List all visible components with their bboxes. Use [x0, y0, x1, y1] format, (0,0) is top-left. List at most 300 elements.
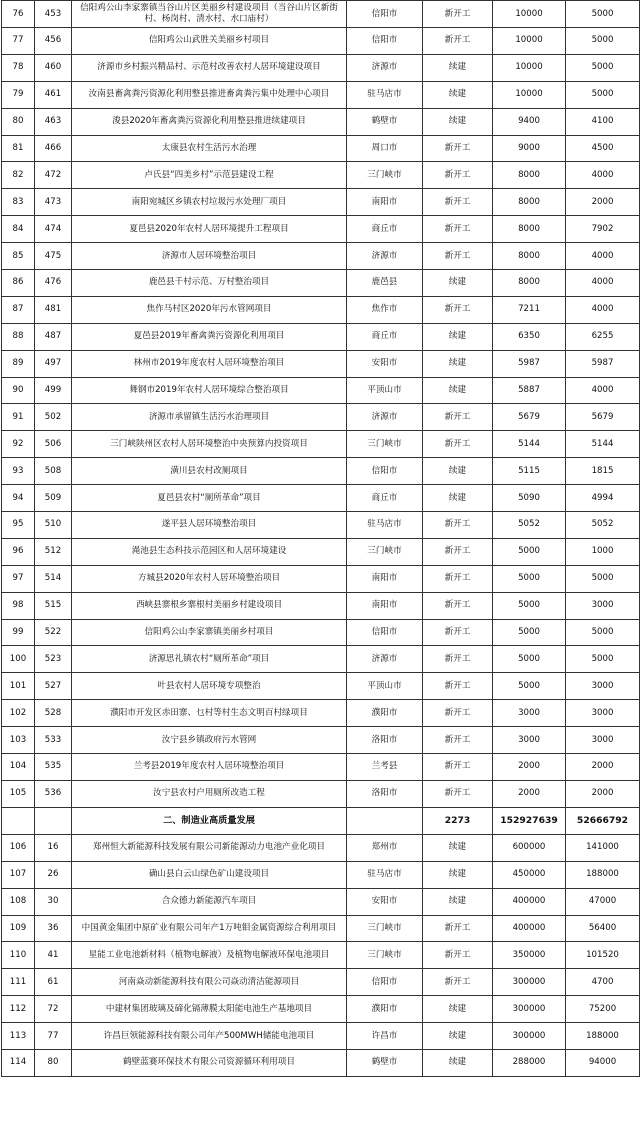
project-no-cell: 61: [35, 969, 72, 996]
seq-cell: 114: [2, 1049, 35, 1076]
planned-investment-cell: 47000: [566, 888, 640, 915]
status-cell: 续建: [423, 54, 493, 81]
city-cell: 信阳市: [347, 1, 423, 28]
status-cell: 续建: [423, 270, 493, 297]
total-investment-cell: 5000: [493, 673, 566, 700]
planned-investment-cell: 3000: [566, 700, 640, 727]
seq-cell: 88: [2, 323, 35, 350]
project-name-cell: 夏邑县农村“厕所革命”项目: [72, 485, 347, 512]
city-cell: 三门峡市: [347, 162, 423, 189]
total-investment-cell: 350000: [493, 942, 566, 969]
project-name-cell: 济源市人居环境整治项目: [72, 243, 347, 270]
city-cell: 平顶山市: [347, 673, 423, 700]
table-row: [2, 377, 640, 404]
section-header-group: [2, 807, 640, 834]
project-name-cell: 汝南县畜禽粪污资源化利用整县推进畜禽粪污集中处理中心项目: [72, 81, 347, 108]
project-no-cell: 523: [35, 646, 72, 673]
project-no-cell: 30: [35, 888, 72, 915]
total-investment-cell: 400000: [493, 888, 566, 915]
city-cell: 商丘市: [347, 485, 423, 512]
seq-cell: 92: [2, 431, 35, 458]
table-row: [2, 162, 640, 189]
planned-investment-cell: 4100: [566, 108, 640, 135]
planned-investment-cell: 3000: [566, 727, 640, 754]
project-name-cell: 潢川县农村改厕项目: [72, 458, 347, 485]
seq-cell: 95: [2, 512, 35, 539]
city-cell: 济源市: [347, 404, 423, 431]
city-cell: 郑州市: [347, 834, 423, 861]
city-cell: 商丘市: [347, 323, 423, 350]
total-investment-cell: 5000: [493, 538, 566, 565]
section-plan-invest: 52666792: [566, 807, 640, 834]
project-no-cell: 512: [35, 538, 72, 565]
total-investment-cell: 5000: [493, 619, 566, 646]
city-cell: 洛阳市: [347, 727, 423, 754]
seq-cell: 108: [2, 888, 35, 915]
seq-cell: 84: [2, 216, 35, 243]
project-name-cell: 舞钢市2019年农村人居环境综合整治项目: [72, 377, 347, 404]
table-row: [2, 216, 640, 243]
planned-investment-cell: 5987: [566, 350, 640, 377]
table-row: [2, 81, 640, 108]
seq-cell: 106: [2, 834, 35, 861]
planned-investment-cell: 5000: [566, 81, 640, 108]
seq-cell: 90: [2, 377, 35, 404]
project-no-cell: 463: [35, 108, 72, 135]
total-investment-cell: 5144: [493, 431, 566, 458]
total-investment-cell: 8000: [493, 162, 566, 189]
status-cell: 续建: [423, 1049, 493, 1076]
planned-investment-cell: 101520: [566, 942, 640, 969]
seq-cell: 89: [2, 350, 35, 377]
seq-cell: 113: [2, 1023, 35, 1050]
total-investment-cell: 3000: [493, 700, 566, 727]
table-row: [2, 592, 640, 619]
status-cell: 续建: [423, 81, 493, 108]
table-body-upper: [2, 1, 640, 808]
city-cell: 信阳市: [347, 28, 423, 55]
planned-investment-cell: 5000: [566, 1, 640, 28]
project-no-cell: 536: [35, 780, 72, 807]
planned-investment-cell: 1815: [566, 458, 640, 485]
project-name-cell: 汝宁县农村户用厕所改造工程: [72, 780, 347, 807]
seq-cell: 104: [2, 754, 35, 781]
planned-investment-cell: 5679: [566, 404, 640, 431]
seq-cell: 86: [2, 270, 35, 297]
total-investment-cell: 5000: [493, 646, 566, 673]
total-investment-cell: 300000: [493, 1023, 566, 1050]
project-no-cell: 514: [35, 565, 72, 592]
status-cell: 新开工: [423, 592, 493, 619]
planned-investment-cell: 2000: [566, 780, 640, 807]
status-cell: 新开工: [423, 296, 493, 323]
project-name-cell: 合众德力新能源汽车项目: [72, 888, 347, 915]
table-row: [2, 108, 640, 135]
project-name-cell: 星能工业电池新材料（植物电解液）及植物电解液环保电池项目: [72, 942, 347, 969]
total-investment-cell: 8000: [493, 216, 566, 243]
planned-investment-cell: 5144: [566, 431, 640, 458]
table-row: [2, 135, 640, 162]
project-no-cell: 527: [35, 673, 72, 700]
planned-investment-cell: 5052: [566, 512, 640, 539]
total-investment-cell: 2000: [493, 780, 566, 807]
project-name-cell: 郑州恒大新能源科技发展有限公司新能源动力电池产业化项目: [72, 834, 347, 861]
seq-cell: 98: [2, 592, 35, 619]
status-cell: 续建: [423, 834, 493, 861]
seq-cell: 79: [2, 81, 35, 108]
seq-cell: 112: [2, 996, 35, 1023]
project-no-cell: 506: [35, 431, 72, 458]
project-name-cell: 夏邑县2020年农村人居环境提升工程项目: [72, 216, 347, 243]
section-city-cell: [347, 807, 423, 834]
total-investment-cell: 300000: [493, 969, 566, 996]
table-row: [2, 350, 640, 377]
project-no-cell: 515: [35, 592, 72, 619]
city-cell: 兰考县: [347, 754, 423, 781]
status-cell: 新开工: [423, 754, 493, 781]
project-name-cell: 方城县2020年农村人居环境整治项目: [72, 565, 347, 592]
status-cell: 续建: [423, 996, 493, 1023]
planned-investment-cell: 3000: [566, 592, 640, 619]
project-no-cell: 80: [35, 1049, 72, 1076]
table-row: [2, 243, 640, 270]
project-no-cell: 533: [35, 727, 72, 754]
project-no-cell: 502: [35, 404, 72, 431]
status-cell: 新开工: [423, 700, 493, 727]
project-name-cell: 济源思礼镇农村“厕所革命”项目: [72, 646, 347, 673]
city-cell: 济源市: [347, 54, 423, 81]
project-no-cell: 460: [35, 54, 72, 81]
project-no-cell: 476: [35, 270, 72, 297]
project-no-cell: 453: [35, 1, 72, 28]
seq-cell: 93: [2, 458, 35, 485]
total-investment-cell: 5090: [493, 485, 566, 512]
seq-cell: 77: [2, 28, 35, 55]
table-row: [2, 28, 640, 55]
planned-investment-cell: 4000: [566, 270, 640, 297]
seq-cell: 85: [2, 243, 35, 270]
city-cell: 三门峡市: [347, 538, 423, 565]
seq-cell: 105: [2, 780, 35, 807]
planned-investment-cell: 2000: [566, 189, 640, 216]
planned-investment-cell: 5000: [566, 28, 640, 55]
status-cell: 新开工: [423, 216, 493, 243]
project-no-cell: 475: [35, 243, 72, 270]
status-cell: 续建: [423, 861, 493, 888]
total-investment-cell: 10000: [493, 28, 566, 55]
project-no-cell: 16: [35, 834, 72, 861]
table-row: [2, 431, 640, 458]
planned-investment-cell: 2000: [566, 754, 640, 781]
status-cell: 新开工: [423, 942, 493, 969]
status-cell: 续建: [423, 1023, 493, 1050]
project-no-cell: 456: [35, 28, 72, 55]
project-name-cell: 渑池县生态科技示范园区和人居环境建设: [72, 538, 347, 565]
planned-investment-cell: 4000: [566, 162, 640, 189]
total-investment-cell: 8000: [493, 270, 566, 297]
total-investment-cell: 400000: [493, 915, 566, 942]
planned-investment-cell: 94000: [566, 1049, 640, 1076]
seq-cell: 110: [2, 942, 35, 969]
table-row: [2, 270, 640, 297]
status-cell: 新开工: [423, 969, 493, 996]
table-row: [2, 646, 640, 673]
city-cell: 安阳市: [347, 888, 423, 915]
planned-investment-cell: 4000: [566, 296, 640, 323]
section-count: 2273: [423, 807, 493, 834]
city-cell: 鹤壁市: [347, 108, 423, 135]
total-investment-cell: 9400: [493, 108, 566, 135]
section-title: 二、制造业高质量发展: [72, 807, 347, 834]
table-body-lower: [2, 834, 640, 1076]
table-row: [2, 565, 640, 592]
table-row: [2, 512, 640, 539]
project-name-cell: 汝宁县乡镇政府污水管网: [72, 727, 347, 754]
city-cell: 许昌市: [347, 1023, 423, 1050]
seq-cell: 91: [2, 404, 35, 431]
total-investment-cell: 5000: [493, 565, 566, 592]
city-cell: 驻马店市: [347, 512, 423, 539]
total-investment-cell: 5887: [493, 377, 566, 404]
table-row: [2, 404, 640, 431]
status-cell: 新开工: [423, 404, 493, 431]
city-cell: 周口市: [347, 135, 423, 162]
project-name-cell: 济源市承留镇生活污水治理项目: [72, 404, 347, 431]
project-name-cell: 夏邑县2019年畜禽粪污资源化利用项目: [72, 323, 347, 350]
status-cell: 新开工: [423, 646, 493, 673]
project-no-cell: 487: [35, 323, 72, 350]
project-name-cell: 林州市2019年度农村人居环境整治项目: [72, 350, 347, 377]
seq-cell: 94: [2, 485, 35, 512]
table-row: [2, 942, 640, 969]
city-cell: 安阳市: [347, 350, 423, 377]
status-cell: 新开工: [423, 28, 493, 55]
table-row: [2, 727, 640, 754]
total-investment-cell: 288000: [493, 1049, 566, 1076]
seq-cell: 107: [2, 861, 35, 888]
status-cell: 续建: [423, 485, 493, 512]
project-name-cell: 西峡县寨根乡寨根村美丽乡村建设项目: [72, 592, 347, 619]
planned-investment-cell: 5000: [566, 619, 640, 646]
total-investment-cell: 10000: [493, 54, 566, 81]
project-name-cell: 济源市乡村振兴精品村、示范村改善农村人居环境建设项目: [72, 54, 347, 81]
project-name-cell: 中建材集团玻璃及碲化镉薄膜太阳能电池生产基地项目: [72, 996, 347, 1023]
total-investment-cell: 7211: [493, 296, 566, 323]
planned-investment-cell: 4700: [566, 969, 640, 996]
city-cell: 平顶山市: [347, 377, 423, 404]
city-cell: 南阳市: [347, 565, 423, 592]
seq-cell: 81: [2, 135, 35, 162]
project-name-cell: 太康县农村生活污水治理: [72, 135, 347, 162]
project-no-cell: 72: [35, 996, 72, 1023]
status-cell: 续建: [423, 108, 493, 135]
table-row: [2, 969, 640, 996]
seq-cell: 111: [2, 969, 35, 996]
planned-investment-cell: 5000: [566, 565, 640, 592]
planned-investment-cell: 75200: [566, 996, 640, 1023]
table-row: [2, 673, 640, 700]
status-cell: 新开工: [423, 162, 493, 189]
status-cell: 新开工: [423, 538, 493, 565]
project-name-cell: 遂平县人居环境整治项目: [72, 512, 347, 539]
total-investment-cell: 450000: [493, 861, 566, 888]
seq-cell: 76: [2, 1, 35, 28]
planned-investment-cell: 4500: [566, 135, 640, 162]
total-investment-cell: 3000: [493, 727, 566, 754]
city-cell: 驻马店市: [347, 861, 423, 888]
table-row: [2, 296, 640, 323]
seq-cell: 82: [2, 162, 35, 189]
city-cell: 三门峡市: [347, 915, 423, 942]
table-row: [2, 538, 640, 565]
section-seq-cell: [2, 807, 35, 834]
project-no-cell: 474: [35, 216, 72, 243]
city-cell: 驻马店市: [347, 81, 423, 108]
table-row: [2, 996, 640, 1023]
planned-investment-cell: 4000: [566, 377, 640, 404]
project-no-cell: 499: [35, 377, 72, 404]
total-investment-cell: 5052: [493, 512, 566, 539]
status-cell: 新开工: [423, 565, 493, 592]
planned-investment-cell: 7902: [566, 216, 640, 243]
project-name-cell: 鹤壁蓝赛环保技术有限公司资源循环利用项目: [72, 1049, 347, 1076]
project-table: [1, 0, 640, 1077]
project-no-cell: 497: [35, 350, 72, 377]
status-cell: 新开工: [423, 1, 493, 28]
total-investment-cell: 2000: [493, 754, 566, 781]
seq-cell: 80: [2, 108, 35, 135]
table-row: [2, 834, 640, 861]
project-no-cell: 473: [35, 189, 72, 216]
project-name-cell: 河南焱动新能源科技有限公司焱动清洁能源项目: [72, 969, 347, 996]
total-investment-cell: 600000: [493, 834, 566, 861]
project-no-cell: 535: [35, 754, 72, 781]
project-no-cell: 466: [35, 135, 72, 162]
total-investment-cell: 10000: [493, 81, 566, 108]
total-investment-cell: 5000: [493, 592, 566, 619]
total-investment-cell: 300000: [493, 996, 566, 1023]
city-cell: 济源市: [347, 243, 423, 270]
project-name-cell: 确山县白云山绿色矿山建设项目: [72, 861, 347, 888]
planned-investment-cell: 3000: [566, 673, 640, 700]
table-row: [2, 1049, 640, 1076]
table-row: [2, 700, 640, 727]
project-name-cell: 浚县2020年畜禽粪污资源化利用整县推进续建项目: [72, 108, 347, 135]
total-investment-cell: 5679: [493, 404, 566, 431]
city-cell: 南阳市: [347, 189, 423, 216]
total-investment-cell: 10000: [493, 1, 566, 28]
total-investment-cell: 6350: [493, 323, 566, 350]
table-row: [2, 1, 640, 28]
project-name-cell: 信阳鸡公山武胜关美丽乡村项目: [72, 28, 347, 55]
project-name-cell: 鹿邑县千村示范、万村整治项目: [72, 270, 347, 297]
status-cell: 续建: [423, 458, 493, 485]
table-row: [2, 861, 640, 888]
status-cell: 新开工: [423, 673, 493, 700]
total-investment-cell: 8000: [493, 189, 566, 216]
seq-cell: 109: [2, 915, 35, 942]
status-cell: 新开工: [423, 780, 493, 807]
section-no-cell: [35, 807, 72, 834]
status-cell: 新开工: [423, 189, 493, 216]
project-name-cell: 三门峡陕州区农村人居环境整治中央预算内投资项目: [72, 431, 347, 458]
table-row: [2, 915, 640, 942]
planned-investment-cell: 5000: [566, 54, 640, 81]
project-name-cell: 焦作马村区2020年污水管网项目: [72, 296, 347, 323]
city-cell: 鹿邑县: [347, 270, 423, 297]
planned-investment-cell: 4994: [566, 485, 640, 512]
table-row: [2, 323, 640, 350]
section-total-invest: 152927639: [493, 807, 566, 834]
city-cell: 信阳市: [347, 458, 423, 485]
table-row: [2, 485, 640, 512]
seq-cell: 83: [2, 189, 35, 216]
planned-investment-cell: 1000: [566, 538, 640, 565]
city-cell: 南阳市: [347, 592, 423, 619]
table-row: [2, 780, 640, 807]
status-cell: 新开工: [423, 512, 493, 539]
project-no-cell: 522: [35, 619, 72, 646]
seq-cell: 100: [2, 646, 35, 673]
project-no-cell: 508: [35, 458, 72, 485]
planned-investment-cell: 6255: [566, 323, 640, 350]
project-no-cell: 528: [35, 700, 72, 727]
city-cell: 鹤壁市: [347, 1049, 423, 1076]
status-cell: 新开工: [423, 619, 493, 646]
seq-cell: 97: [2, 565, 35, 592]
total-investment-cell: 9000: [493, 135, 566, 162]
project-no-cell: 461: [35, 81, 72, 108]
status-cell: 续建: [423, 377, 493, 404]
project-name-cell: 许昌巨领能源科技有限公司年产500MWH储能电池项目: [72, 1023, 347, 1050]
seq-cell: 87: [2, 296, 35, 323]
status-cell: 新开工: [423, 135, 493, 162]
table-row: [2, 1023, 640, 1050]
status-cell: 续建: [423, 350, 493, 377]
seq-cell: 96: [2, 538, 35, 565]
city-cell: 濮阳市: [347, 700, 423, 727]
planned-investment-cell: 188000: [566, 861, 640, 888]
project-no-cell: 36: [35, 915, 72, 942]
table-row: [2, 54, 640, 81]
city-cell: 三门峡市: [347, 942, 423, 969]
table-row: [2, 888, 640, 915]
section-header-row: [2, 807, 640, 834]
total-investment-cell: 5987: [493, 350, 566, 377]
planned-investment-cell: 141000: [566, 834, 640, 861]
city-cell: 濮阳市: [347, 996, 423, 1023]
project-no-cell: 472: [35, 162, 72, 189]
status-cell: 新开工: [423, 915, 493, 942]
project-no-cell: 481: [35, 296, 72, 323]
city-cell: 商丘市: [347, 216, 423, 243]
status-cell: 新开工: [423, 431, 493, 458]
city-cell: 三门峡市: [347, 431, 423, 458]
seq-cell: 78: [2, 54, 35, 81]
project-name-cell: 中国黄金集团中原矿业有限公司年产1万吨钼金属资源综合利用项目: [72, 915, 347, 942]
project-name-cell: 兰考县2019年度农村人居环境整治项目: [72, 754, 347, 781]
planned-investment-cell: 5000: [566, 646, 640, 673]
project-name-cell: 卢氏县“四美乡村”示范县建设工程: [72, 162, 347, 189]
project-name-cell: 叶县农村人居环境专项整治: [72, 673, 347, 700]
city-cell: 焦作市: [347, 296, 423, 323]
project-no-cell: 510: [35, 512, 72, 539]
table-row: [2, 189, 640, 216]
table-row: [2, 754, 640, 781]
planned-investment-cell: 188000: [566, 1023, 640, 1050]
status-cell: 新开工: [423, 243, 493, 270]
project-no-cell: 509: [35, 485, 72, 512]
